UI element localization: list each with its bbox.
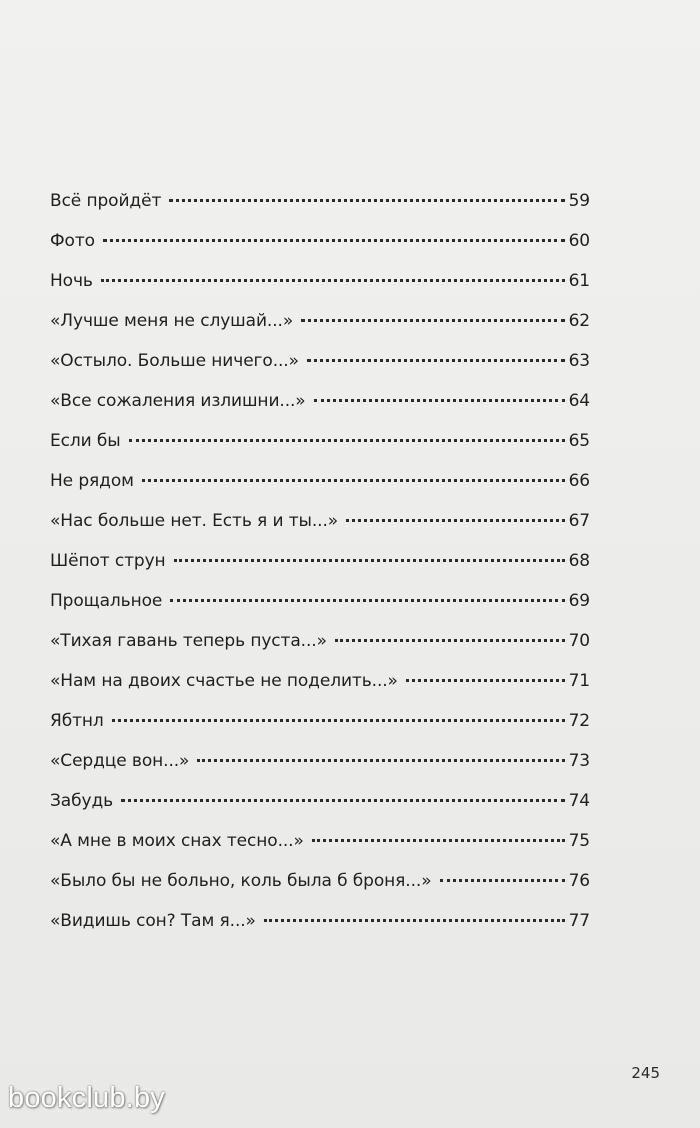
toc-entry [50,906,590,946]
toc-entry-page: 67 [568,511,590,531]
dot-leader [170,599,564,602]
dot-leader [440,879,565,882]
dot-leader [101,279,565,282]
dot-leader [312,839,565,842]
dot-leader [197,759,564,762]
toc-entry [50,546,590,586]
toc-entry-page: 75 [568,831,590,851]
dot-leader [112,719,565,722]
toc-entry-page: 77 [568,911,590,931]
toc-entry-title: «Тихая гавань теперь пуста...» [50,631,327,651]
dot-leader [121,799,565,802]
dot-leader [346,519,565,522]
toc-entry [50,626,590,666]
toc-entry [50,466,590,506]
toc-entry [50,346,590,386]
toc-entry-title: Забудь [50,791,114,811]
dot-leader [169,199,564,202]
toc-entry-title: «Все сожаления излишни...» [50,391,306,411]
toc-entry-title: Ночь [50,271,93,291]
dot-leader [314,399,565,402]
toc-entry-title: «Нас больше нет. Есть я и ты...» [50,511,339,531]
toc-entry-page: 71 [568,671,590,691]
toc-entry [50,386,590,426]
toc-entry [50,586,590,626]
toc-entry [50,706,590,746]
toc-entry-page: 62 [568,311,590,331]
toc-entry-page: 72 [568,711,590,731]
toc-entry-title: «Лучше меня не слушай...» [50,311,294,331]
table-of-contents [50,186,590,946]
toc-entry-page: 63 [568,351,590,371]
toc-entry-title: Прощальное [50,591,163,611]
dot-leader [301,319,564,322]
toc-entry-page: 65 [568,431,590,451]
toc-entry-page: 73 [568,751,590,771]
toc-entry-page: 61 [568,271,590,291]
toc-entry-title: «Сердце вон...» [50,751,190,771]
toc-entry [50,826,590,866]
dot-leader [142,479,565,482]
toc-entry-page: 64 [568,391,590,411]
dot-leader [103,239,565,242]
toc-entry-title: Если бы [50,431,121,451]
dot-leader [335,639,565,642]
toc-entry-title: Не рядом [50,471,134,491]
toc-entry-page: 60 [568,231,590,251]
page-number: 245 [631,1064,660,1082]
toc-entry [50,306,590,346]
toc-entry [50,506,590,546]
toc-entry [50,226,590,266]
toc-entry-page: 69 [568,591,590,611]
toc-entry-title: «Нам на двоих счастье не поделить...» [50,671,398,691]
toc-entry [50,746,590,786]
toc-entry [50,786,590,826]
toc-entry-title: Всё пройдёт [50,191,162,211]
dot-leader [406,679,565,682]
dot-leader [129,439,565,442]
toc-entry-title: «Было бы не больно, коль была б броня...» [50,871,432,891]
toc-entry [50,666,590,706]
toc-entry [50,266,590,306]
dot-leader [264,919,565,922]
site-watermark: bookclub.by [8,1082,165,1114]
toc-entry-title: «А мне в моих снах тесно...» [50,831,304,851]
toc-entry-title: «Остыло. Больше ничего...» [50,351,299,371]
toc-entry [50,426,590,466]
toc-entry-title: Фото [50,231,95,251]
toc-entry-page: 70 [568,631,590,651]
dot-leader [307,359,565,362]
toc-entry [50,186,590,226]
toc-entry-page: 74 [568,791,590,811]
dot-leader [174,559,565,562]
toc-entry-title: «Видишь сон? Там я...» [50,911,256,931]
toc-entry-page: 66 [568,471,590,491]
toc-entry [50,866,590,906]
toc-entry-page: 76 [568,871,590,891]
toc-entry-title: Ябтнл [50,711,104,731]
toc-entry-page: 59 [568,191,590,211]
toc-entry-page: 68 [568,551,590,571]
toc-entry-title: Шёпот струн [50,551,166,571]
